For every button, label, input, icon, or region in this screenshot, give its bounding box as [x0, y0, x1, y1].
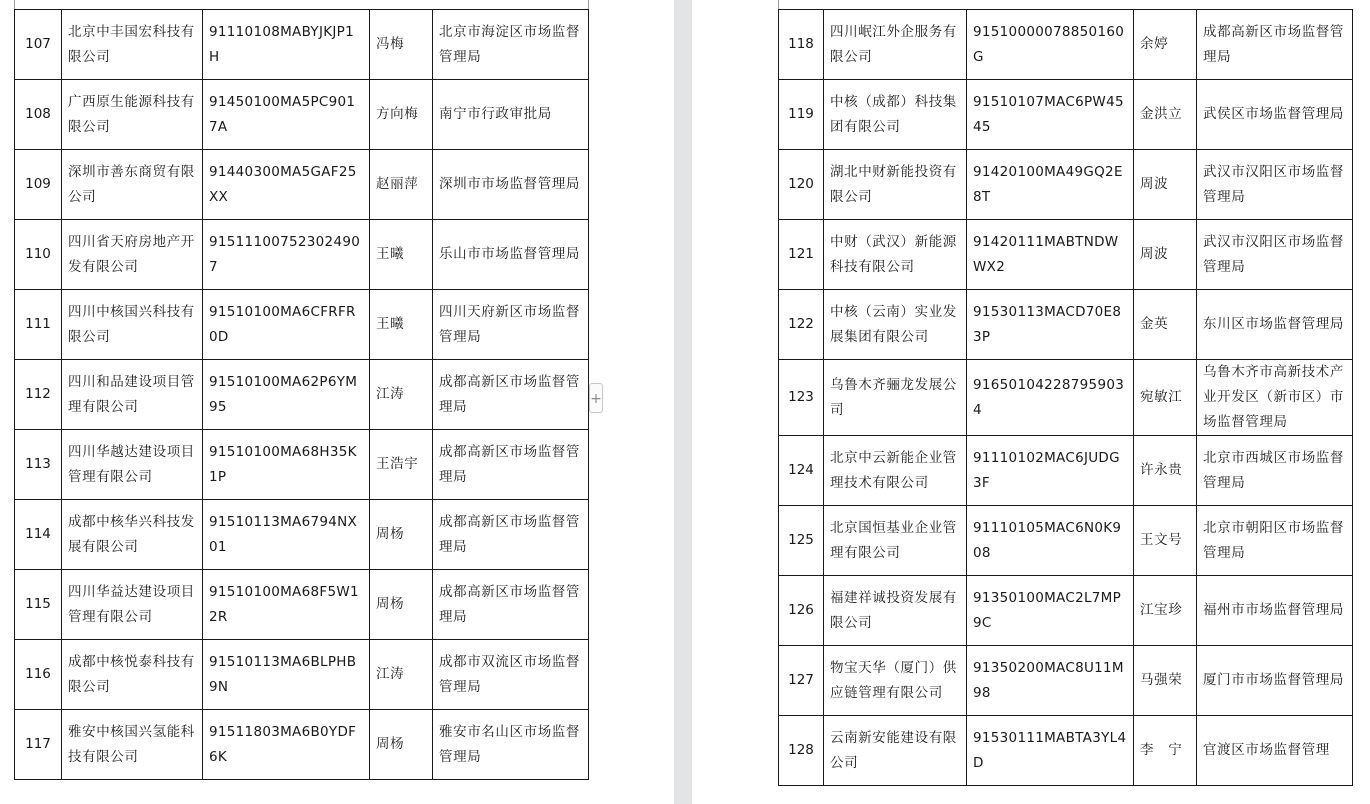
page-gap — [674, 0, 692, 804]
row-number: 113 — [15, 430, 62, 500]
registry-table-right — [778, 9, 1353, 786]
registration-authority-cell: 武汉市汉阳区市场监督管理局 — [1197, 220, 1353, 290]
row-number: 114 — [15, 500, 62, 570]
add-column-handle[interactable]: + — [589, 383, 603, 413]
company-name-cell: 成都中核华兴科技发展有限公司 — [62, 500, 203, 570]
registration-authority-cell: 成都高新区市场监督管理局 — [433, 430, 589, 500]
row-number: 109 — [15, 150, 62, 220]
row-number: 119 — [779, 80, 824, 150]
row-number: 126 — [779, 576, 824, 646]
table-row — [779, 220, 1353, 290]
legal-person-cell: 宛敏江 — [1134, 360, 1197, 436]
company-name-cell: 雅安中核国兴氢能科技有限公司 — [62, 710, 203, 780]
row-number: 115 — [15, 570, 62, 640]
legal-person-cell: 王文号 — [1134, 506, 1197, 576]
credit-code-cell: 91510100MA62P6YM95 — [203, 360, 370, 430]
credit-code-cell: 91450100MA5PC9017A — [203, 80, 370, 150]
document-page-right — [692, 0, 1370, 804]
registry-table-left — [14, 9, 589, 780]
company-name-cell: 北京中丰国宏科技有限公司 — [62, 10, 203, 80]
row-number: 120 — [779, 150, 824, 220]
credit-code-cell: 91440300MA5GAF25XX — [203, 150, 370, 220]
table-row — [15, 640, 589, 710]
legal-person-cell: 马强荣 — [1134, 646, 1197, 716]
registration-authority-cell: 雅安市名山区市场监督管理局 — [433, 710, 589, 780]
table-row — [779, 436, 1353, 506]
registration-authority-cell: 福州市市场监督管理局 — [1197, 576, 1353, 646]
table-row — [15, 570, 589, 640]
legal-person-cell: 金英 — [1134, 290, 1197, 360]
company-name-cell: 四川华越达建设项目管理有限公司 — [62, 430, 203, 500]
company-name-cell: 中财（武汉）新能源科技有限公司 — [824, 220, 967, 290]
table-row — [15, 500, 589, 570]
company-name-cell: 中核（云南）实业发展集团有限公司 — [824, 290, 967, 360]
row-number: 125 — [779, 506, 824, 576]
credit-code-cell: 91510113MA6794NX01 — [203, 500, 370, 570]
legal-person-cell: 冯梅 — [370, 10, 433, 80]
table-row — [15, 80, 589, 150]
table-row — [779, 506, 1353, 576]
registration-authority-cell: 厦门市市场监督管理局 — [1197, 646, 1353, 716]
table-row — [15, 710, 589, 780]
row-number: 118 — [779, 10, 824, 80]
registration-authority-cell: 北京市西城区市场监督管理局 — [1197, 436, 1353, 506]
table-row — [15, 150, 589, 220]
row-number: 111 — [15, 290, 62, 360]
credit-code-cell: 91110102MAC6JUDG3F — [967, 436, 1134, 506]
legal-person-cell: 江涛 — [370, 640, 433, 710]
company-name-cell: 云南新安能建设有限公司 — [824, 716, 967, 786]
company-name-cell: 北京中云新能企业管理技术有限公司 — [824, 436, 967, 506]
company-name-cell: 四川华益达建设项目管理有限公司 — [62, 570, 203, 640]
company-name-cell: 福建祥诚投资发展有限公司 — [824, 576, 967, 646]
registration-authority-cell: 成都高新区市场监督管理局 — [1197, 10, 1353, 80]
table-row — [15, 10, 589, 80]
row-number: 121 — [779, 220, 824, 290]
row-number: 122 — [779, 290, 824, 360]
credit-code-cell: 91510100MA68H35K1P — [203, 430, 370, 500]
document-page-left — [0, 0, 674, 804]
registration-authority-cell: 成都市双流区市场监督管理局 — [433, 640, 589, 710]
company-name-cell: 中核（成都）科技集团有限公司 — [824, 80, 967, 150]
legal-person-cell: 赵丽萍 — [370, 150, 433, 220]
credit-code-cell: 91530113MACD70E83P — [967, 290, 1134, 360]
credit-code-cell: 91511803MA6B0YDF6K — [203, 710, 370, 780]
registration-authority-cell: 深圳市市场监督管理局 — [433, 150, 589, 220]
row-number: 127 — [779, 646, 824, 716]
table-row — [779, 716, 1353, 786]
credit-code-cell: 91350200MAC8U11M98 — [967, 646, 1134, 716]
table-row — [779, 10, 1353, 80]
registration-authority-cell: 四川天府新区市场监督管理局 — [433, 290, 589, 360]
credit-code-cell: 91350100MAC2L7MP9C — [967, 576, 1134, 646]
page-corner-mark — [778, 0, 779, 9]
legal-person-cell: 方向梅 — [370, 80, 433, 150]
credit-code-cell: 91110108MABYJKJP1H — [203, 10, 370, 80]
legal-person-cell: 王曦 — [370, 290, 433, 360]
row-number: 107 — [15, 10, 62, 80]
table-row — [15, 290, 589, 360]
company-name-cell: 成都中核悦泰科技有限公司 — [62, 640, 203, 710]
table-row — [779, 646, 1353, 716]
legal-person-cell: 李 宁 — [1134, 716, 1197, 786]
company-name-cell: 广西原生能源科技有限公司 — [62, 80, 203, 150]
credit-code-cell: 91510113MA6BLPHB9N — [203, 640, 370, 710]
table-row — [779, 576, 1353, 646]
row-number: 123 — [779, 360, 824, 436]
legal-person-cell: 江涛 — [370, 360, 433, 430]
credit-code-cell: 91510107MAC6PW4545 — [967, 80, 1134, 150]
company-name-cell: 深圳市善东商贸有限公司 — [62, 150, 203, 220]
page-corner-mark — [14, 0, 15, 9]
registration-authority-cell: 北京市海淀区市场监督管理局 — [433, 10, 589, 80]
credit-code-cell: 91510000078850160G — [967, 10, 1134, 80]
credit-code-cell: 91530111MABTA3YL4D — [967, 716, 1134, 786]
registration-authority-cell: 南宁市行政审批局 — [433, 80, 589, 150]
company-name-cell: 乌鲁木齐骊龙发展公司 — [824, 360, 967, 436]
row-number: 110 — [15, 220, 62, 290]
legal-person-cell: 王曦 — [370, 220, 433, 290]
row-number: 124 — [779, 436, 824, 506]
credit-code-cell: 91420100MA49GQ2E8T — [967, 150, 1134, 220]
company-name-cell: 四川省天府房地产开发有限公司 — [62, 220, 203, 290]
table-row — [779, 150, 1353, 220]
registration-authority-cell: 武侯区市场监督管理局 — [1197, 80, 1353, 150]
credit-code-cell: 916501042287959034 — [967, 360, 1134, 436]
legal-person-cell: 周杨 — [370, 500, 433, 570]
row-number: 112 — [15, 360, 62, 430]
table-row — [779, 290, 1353, 360]
credit-code-cell: 915111007523024907 — [203, 220, 370, 290]
page-corner-mark — [588, 0, 589, 9]
legal-person-cell: 余婷 — [1134, 10, 1197, 80]
table-row — [779, 80, 1353, 150]
row-number: 117 — [15, 710, 62, 780]
company-name-cell: 北京国恒基业企业管理有限公司 — [824, 506, 967, 576]
registration-authority-cell: 北京市朝阳区市场监督管理局 — [1197, 506, 1353, 576]
table-row — [15, 360, 589, 430]
registration-authority-cell: 乐山市市场监督管理局 — [433, 220, 589, 290]
credit-code-cell: 91110105MAC6N0K908 — [967, 506, 1134, 576]
legal-person-cell: 周波 — [1134, 220, 1197, 290]
registration-authority-cell: 成都高新区市场监督管理局 — [433, 360, 589, 430]
company-name-cell: 物宝天华（厦门）供应链管理有限公司 — [824, 646, 967, 716]
company-name-cell: 四川和品建设项目管理有限公司 — [62, 360, 203, 430]
registration-authority-cell: 成都高新区市场监督管理局 — [433, 500, 589, 570]
registration-authority-cell: 乌鲁木齐市高新技术产业开发区（新市区）市场监督管理局 — [1197, 360, 1353, 436]
table-row — [779, 360, 1353, 436]
table-row — [15, 220, 589, 290]
registration-authority-cell: 官渡区市场监督管理 — [1197, 716, 1353, 786]
registration-authority-cell: 成都高新区市场监督管理局 — [433, 570, 589, 640]
legal-person-cell: 王浩宇 — [370, 430, 433, 500]
registration-authority-cell: 武汉市汉阳区市场监督管理局 — [1197, 150, 1353, 220]
company-name-cell: 四川中核国兴科技有限公司 — [62, 290, 203, 360]
row-number: 108 — [15, 80, 62, 150]
row-number: 128 — [779, 716, 824, 786]
legal-person-cell: 许永贵 — [1134, 436, 1197, 506]
company-name-cell: 四川岷江外企服务有限公司 — [824, 10, 967, 80]
credit-code-cell: 91420111MABTNDWWX2 — [967, 220, 1134, 290]
legal-person-cell: 周杨 — [370, 570, 433, 640]
registration-authority-cell: 东川区市场监督管理局 — [1197, 290, 1353, 360]
table-row — [15, 430, 589, 500]
legal-person-cell: 金洪立 — [1134, 80, 1197, 150]
row-number: 116 — [15, 640, 62, 710]
legal-person-cell: 周波 — [1134, 150, 1197, 220]
credit-code-cell: 91510100MA6CFRFR0D — [203, 290, 370, 360]
company-name-cell: 湖北中财新能投资有限公司 — [824, 150, 967, 220]
credit-code-cell: 91510100MA68F5W12R — [203, 570, 370, 640]
legal-person-cell: 江宝珍 — [1134, 576, 1197, 646]
legal-person-cell: 周杨 — [370, 710, 433, 780]
